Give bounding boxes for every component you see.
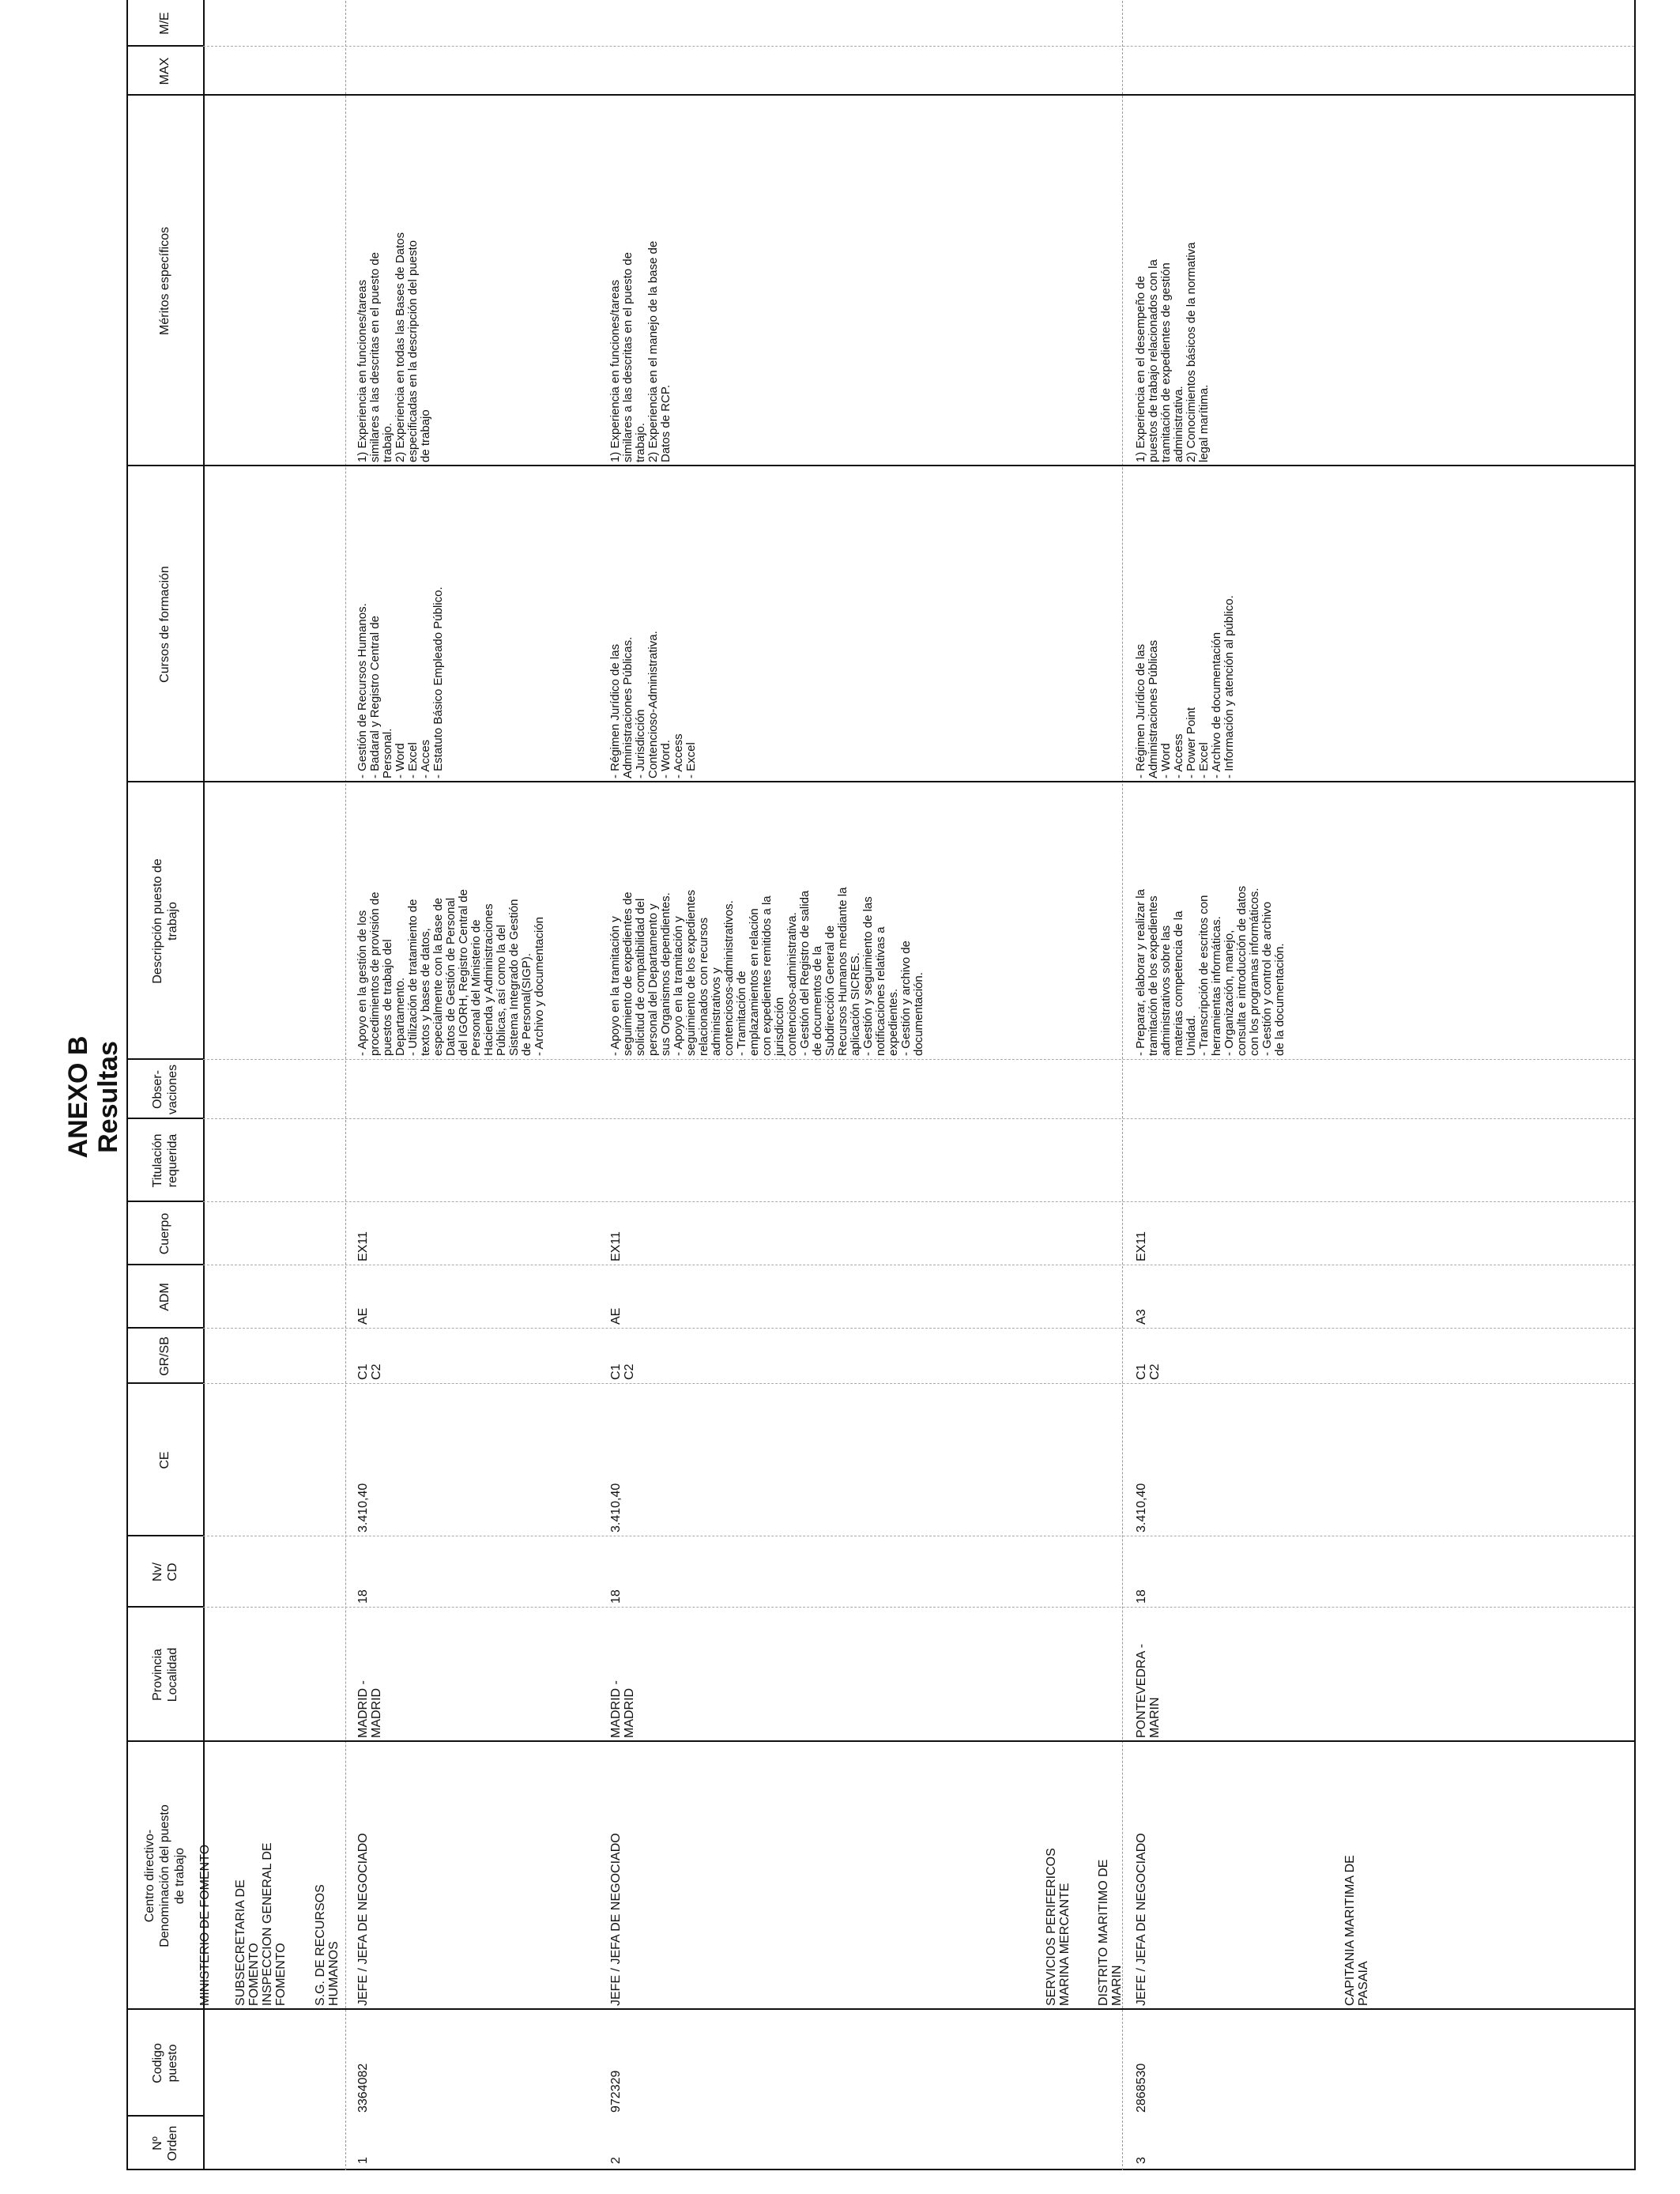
header-provincia: Provincia Localidad bbox=[150, 1647, 179, 1702]
cell-orden: 1 bbox=[356, 2157, 370, 2164]
cell-grsb: C1 C2 bbox=[356, 1363, 383, 1380]
column-border bbox=[126, 465, 1636, 466]
header-orden: Nº Orden bbox=[150, 2125, 179, 2162]
header-observaciones: Obser- vaciones bbox=[150, 1064, 179, 1115]
cell-grsb: C1 C2 bbox=[609, 1363, 636, 1380]
column-border bbox=[203, 1607, 1634, 1608]
cell-cursos: - Régimen Jurídico de las Administraciones Públicas - Word - Access - Power Point - Excel - Archivo de documentación - Información y atención al público. bbox=[1134, 595, 1236, 778]
column-border bbox=[126, 781, 1636, 782]
header-cursos: Cursos de formación bbox=[158, 566, 171, 683]
cell-grsb: C1 C2 bbox=[1135, 1363, 1162, 1380]
cell-meritos: 1) Experiencia en el desempeño de puestos de trabajo relacionados con la tramitación de expedientes de gestión administrativa. 2) Conocimientos básicos de la normativa legal marítima. bbox=[1134, 242, 1211, 462]
page-title: ANEXO B bbox=[63, 1035, 93, 1159]
header-meritos: Méritos específicos bbox=[158, 227, 171, 335]
cell-orden: 2 bbox=[609, 2157, 623, 2164]
cell-descripcion: - Apoyo en la gestión de los procedimientos de provisión de puestos de trabajo del Departamento. - Utilización de tratamiento de textos y bases de datos, especialmente con la Base de Datos de Gestión de Personal del IGORH, Registro Central de Personal del Ministerio de Hacienda y Administraciones Públicas, así como la del Sistema Integrado de Gestión de Personal(SIGP). - Archivo y documentación bbox=[356, 889, 546, 1056]
cell-provincia: MADRID - MADRID bbox=[609, 1680, 636, 1738]
group-ministerio: MINISTERIO DE FOMENTO bbox=[198, 1844, 212, 2006]
cell-provincia: PONTEVEDRA - MARIN bbox=[1135, 1643, 1162, 1738]
header-descripcion: Descripción puesto de trabajo bbox=[150, 858, 179, 984]
header-codigo: Codigo puesto bbox=[150, 2043, 179, 2083]
cell-nvcd: 18 bbox=[609, 1589, 623, 1604]
cell-codigo: 3364082 bbox=[356, 2063, 370, 2113]
header-ce: CE bbox=[158, 1451, 171, 1469]
cell-adm: AE bbox=[356, 1307, 370, 1325]
cell-ce: 3.410,40 bbox=[609, 1483, 623, 1532]
header-titulacion: Titulación requerida bbox=[150, 1133, 179, 1188]
cell-ce: 3.410,40 bbox=[1135, 1483, 1148, 1532]
header-grsb: GR/SB bbox=[158, 1336, 171, 1376]
group-servicios: SERVICIOS PERIFERICOS MARINA MERCANTE bbox=[1045, 1848, 1072, 2006]
column-border bbox=[203, 1383, 1634, 1384]
header-me: M/E bbox=[158, 12, 171, 35]
column-border bbox=[126, 1740, 1636, 1742]
group-inspeccion: INSPECCION GENERAL DE FOMENTO bbox=[261, 1842, 288, 2006]
cell-codigo: 2868530 bbox=[1135, 2063, 1148, 2113]
cell-descripcion: - Preparar, elaborar y realizar la tramitación de los expedientes administrativos sobre las materias competencia de la Unidad. - Transcripción de escritos con herramientas informáticas. - Organización, manejo, consulta e introducción de datos con los programas informáticos. - Gestión y control de archivo de la documentación. bbox=[1134, 885, 1286, 1056]
cell-cuerpo: EX11 bbox=[356, 1231, 370, 1261]
row-separator bbox=[345, 0, 346, 2170]
cell-nvcd: 18 bbox=[1135, 1589, 1148, 1604]
cell-orden: 3 bbox=[1135, 2157, 1148, 2164]
cell-puesto: JEFE / JEFA DE NEGOCIADO bbox=[609, 1833, 623, 2006]
group-capitania: CAPITANIA MARITIMA DE PASAIA bbox=[1343, 1855, 1370, 2006]
cell-cuerpo: EX11 bbox=[609, 1231, 623, 1261]
column-border bbox=[203, 1059, 1634, 1060]
column-border bbox=[203, 1328, 1634, 1329]
cell-cuerpo: EX11 bbox=[1135, 1231, 1148, 1261]
column-border bbox=[203, 1201, 1634, 1202]
cell-adm: A3 bbox=[1135, 1309, 1148, 1325]
column-border bbox=[203, 46, 1634, 47]
table-left-border bbox=[126, 2169, 1636, 2170]
cell-codigo: 972329 bbox=[609, 2070, 623, 2113]
header-centro: Centro directivo- Denominación del puesto de trabajo bbox=[143, 1804, 186, 1947]
cell-adm: AE bbox=[609, 1307, 623, 1325]
column-border bbox=[126, 2008, 1636, 2010]
cell-meritos: 1) Experiencia en funciones/tareas similares a las descritas en el puesto de trabajo. 2) Experiencia en el manejo de la base de Datos de RCP. bbox=[608, 240, 672, 462]
header-nvcd: Nv/ CD bbox=[150, 1563, 179, 1581]
cell-descripcion: - Apoyo en la tramitación y seguimiento de expedientes de solicitud de compatibilidad del personal del Departamento y sus Organismos dependientes. - Apoyo en la tramitación y seguimiento de los expedientes relacionados con recursos administrativos y contenciosos-administrativos. - Tramitación de emplazamientos en relación con expedientes remitidos a la jurisdicción contencioso-administrativa. - Gestión del Registro de salida de documentos de la Subdirección General de Recursos Humanos mediante la aplicación SICRES. - Gestión y seguimiento de las notificaciones relativas a expedientes. - Gestión y archivo de documentación. bbox=[608, 887, 925, 1056]
group-subsecretaria: SUBSECRETARIA DE FOMENTO bbox=[234, 1879, 261, 2006]
cell-ce: 3.410,40 bbox=[356, 1483, 370, 1532]
column-border bbox=[126, 94, 1636, 96]
cell-cursos: - Gestión de Recursos Humanos. - Badaral y Registro Central de Personal. - Word - Excel - Acces - Estatuto Básico Empleado Público. bbox=[356, 586, 445, 778]
cell-puesto: JEFE / JEFA DE NEGOCIADO bbox=[1135, 1833, 1148, 2006]
cell-puesto: JEFE / JEFA DE NEGOCIADO bbox=[356, 1833, 370, 2006]
header-max: MAX bbox=[158, 57, 171, 85]
cell-nvcd: 18 bbox=[356, 1589, 370, 1604]
page-subtitle: Resultas bbox=[93, 1041, 123, 1153]
group-sg: S.G. DE RECURSOS HUMANOS bbox=[314, 1884, 341, 2006]
cell-meritos: 1) Experiencia en funciones/tareas similares a las descritas en el puesto de trabajo. 2) Experiencia en todas las Bases de Datos especificadas en la descripción del puesto de trabajo bbox=[356, 232, 432, 462]
table-bottom-border bbox=[1634, 0, 1636, 2170]
column-border bbox=[203, 1118, 1634, 1119]
group-distrito: DISTRITO MARITIMO DE MARIN bbox=[1097, 1859, 1124, 2006]
header-cuerpo: Cuerpo bbox=[158, 1212, 171, 1255]
cell-cursos: - Régimen Jurídico de las Administraciones Públicas. - Jurisdicción Contencioso-Administrativa. - Word. - Access - Excel bbox=[608, 631, 698, 778]
header-adm: ADM bbox=[158, 1283, 171, 1311]
cell-provincia: MADRID - MADRID bbox=[356, 1680, 383, 1738]
